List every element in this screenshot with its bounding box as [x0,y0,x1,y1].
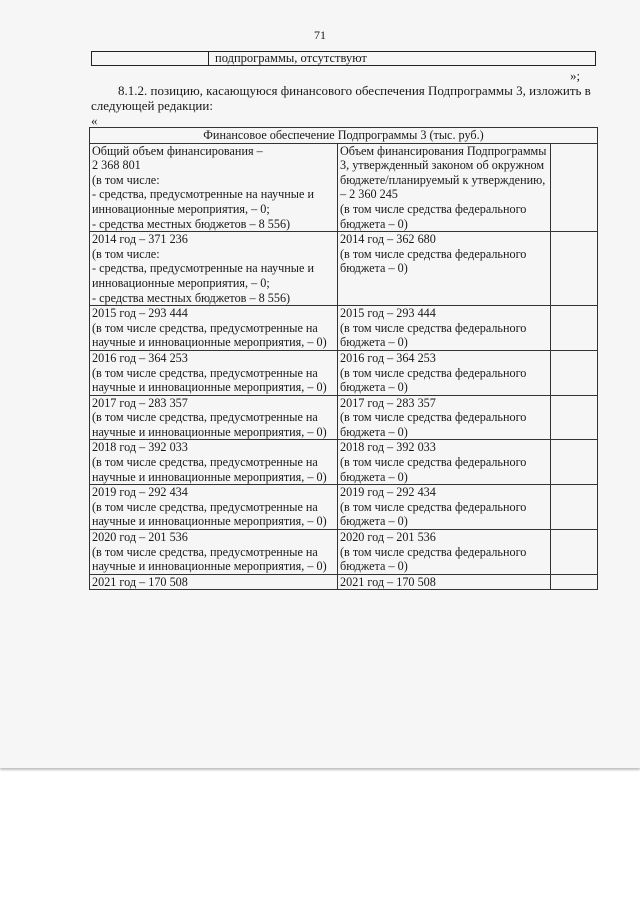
total-financing-cell: 2014 год – 371 236 (в том числе: - средства, предусмотренные на научные и инновационные мероприятия, – 0; - средства местных бюджетов – 8 556) [90,232,338,306]
table-row [90,306,598,351]
total-financing-cell: 2015 год – 293 444 (в том числе средства, предусмотренные на научные и инновационные мероприятия, – 0) [90,306,338,351]
total-financing-cell: 2021 год – 170 508 [90,574,338,590]
empty-cell [551,232,598,306]
table-row [90,232,598,306]
previous-table-tail [91,51,596,66]
table-row [90,440,598,485]
empty-cell [551,143,598,232]
approved-financing-cell: 2018 год – 392 033 (в том числе средства федерального бюджета – 0) [338,440,551,485]
table-divider [208,52,209,65]
table-row [90,395,598,440]
approved-financing-cell: 2014 год – 362 680 (в том числе средства федерального бюджета – 0) [338,232,551,306]
closing-quote: »; [570,68,581,83]
total-financing-cell: 2019 год – 292 434 (в том числе средства, предусмотренные на научные и инновационные мероприятия, – 0) [90,485,338,530]
opening-quote: « [91,113,98,128]
table-row [90,485,598,530]
empty-cell [551,485,598,530]
table-row [90,350,598,395]
table-row [90,530,598,575]
empty-cell [551,530,598,575]
approved-financing-cell: Объем финансирования Подпрограммы 3, утвержденный законом об окружном бюджете/планируемый к утверждению, – 2 360 245 (в том числе средства федерального бюджета – 0) [338,143,551,232]
table-row [90,574,598,590]
empty-cell [551,440,598,485]
empty-cell [551,306,598,351]
total-financing-cell: 2018 год – 392 033 (в том числе средства, предусмотренные на научные и инновационные мероприятия, – 0) [90,440,338,485]
page-number: 71 [314,28,326,42]
approved-financing-cell: 2015 год – 293 444 (в том числе средства федерального бюджета – 0) [338,306,551,351]
total-financing-cell: 2016 год – 364 253 (в том числе средства, предусмотренные на научные и инновационные мероприятия, – 0) [90,350,338,395]
amendment-paragraph: 8.1.2. позицию, касающуюся финансового обеспечения Подпрограммы 3, изложить в следующей редакции: [91,83,591,113]
financing-table [89,127,598,590]
approved-financing-cell: 2019 год – 292 434 (в том числе средства федерального бюджета – 0) [338,485,551,530]
table-row [90,143,598,232]
empty-cell [551,350,598,395]
total-financing-cell: 2020 год – 201 536 (в том числе средства, предусмотренные на научные и инновационные мероприятия, – 0) [90,530,338,575]
empty-cell [551,395,598,440]
approved-financing-cell: 2017 год – 283 357 (в том числе средства федерального бюджета – 0) [338,395,551,440]
approved-financing-cell: 2021 год – 170 508 [338,574,551,590]
empty-cell [551,574,598,590]
approved-financing-cell: 2020 год – 201 536 (в том числе средства федерального бюджета – 0) [338,530,551,575]
total-financing-cell: Общий объем финансирования – 2 368 801 (в том числе: - средства, предусмотренные на научные и инновационные мероприятия, – 0; - средства местных бюджетов – 8 556) [90,143,338,232]
table-header: Финансовое обеспечение Подпрограммы 3 (тыс. руб.) [90,128,598,144]
total-financing-cell: 2017 год – 283 357 (в том числе средства, предусмотренные на научные и инновационные мероприятия, – 0) [90,395,338,440]
approved-financing-cell: 2016 год – 364 253 (в том числе средства федерального бюджета – 0) [338,350,551,395]
table-header-row [90,128,598,144]
previous-table-text: подпрограммы, отсутствуют [215,51,367,65]
